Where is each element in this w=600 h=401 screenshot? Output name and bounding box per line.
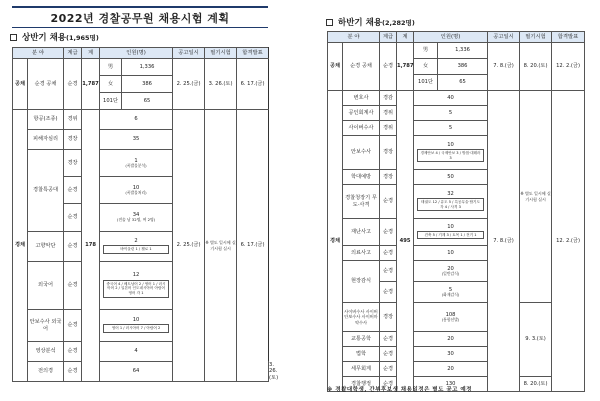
count-value: 5 <box>448 286 453 293</box>
count-detail-box: 바이올린 1 / 첼로 1 <box>103 245 169 254</box>
count-cell <box>414 219 488 246</box>
table-header-row <box>13 48 269 59</box>
gender-cell: 女 <box>100 76 122 93</box>
table-row <box>328 91 585 106</box>
table-row <box>13 110 269 130</box>
checkbox-square-icon <box>10 34 17 41</box>
count-cell <box>414 261 488 282</box>
count-cell <box>100 204 173 232</box>
field-cell: 경찰특공대 <box>28 150 64 232</box>
exam-cell: 3. 26.(토) <box>205 59 237 110</box>
rank-cell: 순경 <box>380 185 397 219</box>
rank-cell: 순경 <box>64 232 82 262</box>
rank-cell: 순경 <box>64 59 82 110</box>
count-cell: 1,336 <box>122 59 173 76</box>
rank-cell: 순경 <box>380 282 397 303</box>
gender-cell: 男 <box>414 43 438 59</box>
field-cell: 순경 공채 <box>28 59 64 110</box>
category-cell: 공채 <box>13 59 28 110</box>
category-cell: 공채 <box>328 43 343 91</box>
field-cell: 고향악단 <box>28 232 64 262</box>
rank-cell: 순경 <box>380 43 397 91</box>
document-title-block <box>12 6 268 28</box>
field-cell: 의료사고 <box>343 246 380 261</box>
rank-cell: 순경 <box>64 362 82 382</box>
count-detail-box: 중국어 4 / 베트남어 2 / 영어 1 / 러시아어 2 / 일본어 인도네시아어 아랍어 영어 각 1 <box>103 280 169 298</box>
exam-cell: 8. 20.(토) <box>520 43 552 91</box>
field-cell: 안보수사 <box>343 136 380 170</box>
header-notice: 공고일시 <box>488 32 520 43</box>
rank-cell: 경장 <box>64 130 82 150</box>
rank-cell: 경위 <box>380 106 397 121</box>
field-cell: 외국어 <box>28 262 64 310</box>
header-count: 인원(명) <box>414 32 488 43</box>
count-cell <box>100 150 173 177</box>
count-cell: 20 <box>414 332 488 347</box>
rank-cell: 순경 <box>64 204 82 232</box>
header-exam: 필기시험 <box>205 48 237 59</box>
count-cell <box>100 310 173 342</box>
gender-cell: 101단 <box>100 93 122 110</box>
count-cell: 6 <box>100 110 173 130</box>
first-half-heading <box>10 31 99 43</box>
field-cell: 세무회계 <box>343 362 380 377</box>
document-title: 2022년 경찰공무원 채용시험 계획 <box>50 12 230 25</box>
count-value: 10 <box>132 184 140 191</box>
total-cell: 495 <box>397 91 414 392</box>
count-value: 20 <box>447 265 454 272</box>
rank-cell: 순경 <box>380 332 397 347</box>
result-cell: 6. 17.(금) <box>237 59 269 110</box>
field-cell: 순경 공채 <box>343 43 380 91</box>
second-half-table <box>327 31 585 392</box>
count-cell: 35 <box>100 130 173 150</box>
header-rank: 계급 <box>64 48 82 59</box>
count-sub: (전술 남 32명, 여 2명) <box>116 217 156 223</box>
count-value: 12 <box>132 272 140 279</box>
count-cell: 20 <box>414 362 488 377</box>
count-cell: 40 <box>414 91 488 106</box>
category-cell: 경채 <box>13 110 28 382</box>
count-detail-box: 영어 1 / 러시아어 7 / 아랍어 2 <box>103 324 169 333</box>
count-cell: 50 <box>414 170 488 185</box>
count-cell: 64 <box>100 362 173 382</box>
count-value: 2 <box>134 238 138 245</box>
header-notice: 공고일시 <box>173 48 205 59</box>
rank-cell: 경위 <box>380 121 397 136</box>
rank-cell: 경장 <box>380 136 397 170</box>
field-cell: 경찰행정 <box>343 377 380 392</box>
header-rank: 계급 <box>380 32 397 43</box>
gender-cell: 101단 <box>414 75 438 91</box>
exam-cell: 8. 20.(토) <box>520 377 552 392</box>
field-cell: 사이버수사 <box>343 121 380 136</box>
field-cell: 현장감식 <box>343 261 380 303</box>
field-cell: 학대예방 <box>343 170 380 185</box>
field-cell: 안보수사 외국어 <box>28 310 64 342</box>
table-row <box>328 303 585 332</box>
count-cell: 5 <box>414 121 488 136</box>
count-cell <box>414 282 488 303</box>
count-value: 34 <box>132 212 140 219</box>
count-sub: (일반감식) <box>441 270 460 276</box>
checkbox-square-icon <box>326 19 333 26</box>
field-cell: 사이버수사 사이버안보수사 사이버마약수사 <box>343 303 380 332</box>
count-cell: 130 <box>414 377 488 392</box>
rank-cell: 순경 <box>380 219 397 246</box>
count-detail-box: 경제안보 4 / 국제안보 3 / 방첩·대테러 3 <box>417 149 484 162</box>
header-field: 분 야 <box>328 32 380 43</box>
rank-cell: 순경 <box>380 261 397 282</box>
count-cell: 65 <box>438 75 488 91</box>
footnote: ※ 경찰대학생, 간부후보생 채용일정은 별도 공고 예정 <box>327 387 472 393</box>
rank-cell: 순경 <box>380 362 397 377</box>
rank-cell: 순경 <box>380 377 397 392</box>
count-cell: 10 <box>414 246 488 261</box>
result-cell: 6. 17.(금) <box>237 110 269 382</box>
count-sub: (화재감식) <box>441 291 460 297</box>
table-row <box>13 59 269 76</box>
header-total: 계 <box>397 32 414 43</box>
exam-note-cell: ※ 별도 일시에 실기시험 실시 <box>205 110 237 382</box>
result-cell: 12. 2.(금) <box>552 43 585 91</box>
field-cell: 전의경 <box>28 362 64 382</box>
first-half-label: 상반기 채용 <box>22 33 67 43</box>
count-detail-box: 태권도 12 / 유도 5 / 특공무술·합기도 각 4 / 사격 3 <box>417 198 484 211</box>
count-cell: 4 <box>100 342 173 362</box>
first-half-count: (1,965명) <box>66 33 99 42</box>
header-result: 합격발표 <box>237 48 269 59</box>
total-cell: 1,787 <box>82 59 100 110</box>
count-cell: 5 <box>414 106 488 121</box>
header-result: 합격발표 <box>552 32 585 43</box>
total-cell: 178 <box>82 110 100 382</box>
count-value: 10 <box>447 141 454 148</box>
field-cell: 경찰청장기 무도·사격 <box>343 185 380 219</box>
header-count: 인원(명) <box>100 48 173 59</box>
field-cell: 재난사고 <box>343 219 380 246</box>
count-cell: 1,336 <box>438 43 488 59</box>
second-half-label: 하반기 채용 <box>338 18 383 28</box>
count-sub: (폭발물분석) <box>125 162 147 168</box>
rank-cell: 순경 <box>380 246 397 261</box>
count-cell <box>100 177 173 204</box>
field-cell: 변호사 <box>343 91 380 106</box>
notice-cell: 7. 8.(금) <box>488 91 520 392</box>
total-cell: 1,787 <box>397 43 414 91</box>
count-sub: (폭발물처리) <box>125 189 147 195</box>
count-value: 32 <box>447 190 454 197</box>
rank-cell: 경장 <box>380 170 397 185</box>
title-rule-bottom <box>12 27 268 28</box>
count-cell <box>100 232 173 262</box>
count-cell <box>414 136 488 170</box>
gender-cell: 男 <box>100 59 122 76</box>
count-cell: 30 <box>414 347 488 362</box>
rank-cell: 경위 <box>64 110 82 130</box>
count-cell <box>100 262 173 310</box>
rank-cell: 순경 <box>64 177 82 204</box>
field-cell: 피해자심리 <box>28 130 64 150</box>
count-cell: 65 <box>122 93 173 110</box>
count-detail-box: 건축 5 / 기계 3 / 토목 1 / 전기 1 <box>417 231 484 240</box>
rank-cell: 순경 <box>64 342 82 362</box>
rank-cell: 순경 <box>64 310 82 342</box>
header-field: 분 야 <box>13 48 64 59</box>
gender-cell: 女 <box>414 59 438 75</box>
field-cell: 영상분석 <box>28 342 64 362</box>
notice-cell: 2. 25.(금) <box>173 110 205 382</box>
second-half-heading <box>326 16 415 28</box>
count-value: 10 <box>132 317 140 324</box>
field-cell: 법학 <box>343 347 380 362</box>
count-value: 1 <box>134 157 138 164</box>
second-half-count: (2,282명) <box>382 18 415 27</box>
count-cell <box>414 303 488 332</box>
count-cell: 386 <box>122 76 173 93</box>
count-cell <box>414 185 488 219</box>
rank-cell: 순경 <box>380 347 397 362</box>
category-cell: 경채 <box>328 91 343 392</box>
first-half-table <box>12 47 279 382</box>
rank-cell: 순경 <box>64 262 82 310</box>
exam-cell: 9. 3.(토) <box>520 303 552 377</box>
result-cell: 12. 2.(금) <box>552 91 585 392</box>
header-total: 계 <box>82 48 100 59</box>
rank-cell: 경장 <box>64 150 82 177</box>
field-cell: 교통공학 <box>343 332 380 347</box>
table-row <box>328 43 585 59</box>
field-cell: 항공(조종) <box>28 110 64 130</box>
exam-note-cell: ※ 별도 일시에 실기시험 실시 <box>520 91 552 303</box>
count-cell: 386 <box>438 59 488 75</box>
rank-cell: 경장 <box>380 303 397 332</box>
count-value: 10 <box>447 223 454 230</box>
table-row: 전의경 순경 64 3. 26.(토) <box>13 362 269 382</box>
field-cell: 공인회계사 <box>343 106 380 121</box>
count-sub: (통합선발) <box>441 316 460 322</box>
notice-cell: 2. 25.(금) <box>173 59 205 110</box>
header-exam: 필기시험 <box>520 32 552 43</box>
count-value: 108 <box>445 311 456 318</box>
table-header-row <box>328 32 585 43</box>
notice-cell: 7. 8.(금) <box>488 43 520 91</box>
rank-cell: 경감 <box>380 91 397 106</box>
